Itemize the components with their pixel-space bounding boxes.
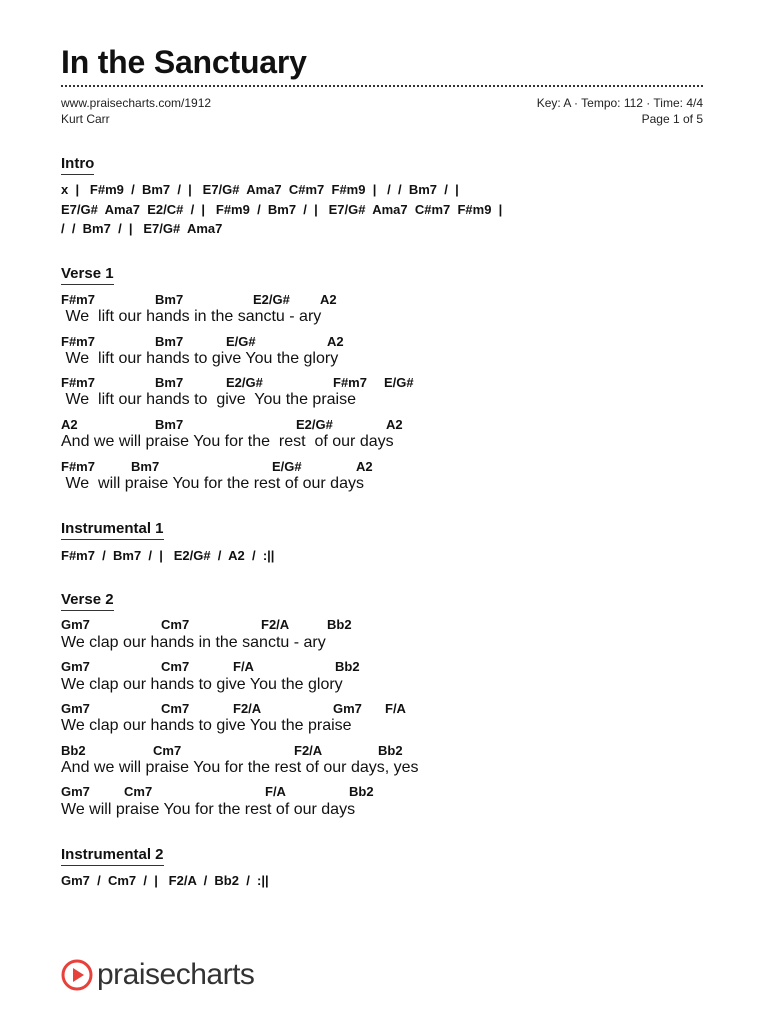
section-heading-intro: Intro xyxy=(61,155,94,175)
chord: Bb2 xyxy=(327,617,352,632)
instrumental-line: F#m7 / Bm7 / | E2/G# / A2 / :|| xyxy=(61,548,275,563)
intro-line: / / Bm7 / | E7/G# Ama7 xyxy=(61,221,223,236)
instrumental-line: Gm7 / Cm7 / | F2/A / Bb2 / :|| xyxy=(61,873,269,888)
chord: Bm7 xyxy=(155,375,184,390)
chord: Bb2 xyxy=(335,659,360,674)
lyric-line: We lift our hands to give You the praise xyxy=(61,391,356,408)
chord: Cm7 xyxy=(161,617,190,632)
lyric-line: We clap our hands to give You the glory xyxy=(61,676,343,693)
page-number: Page 1 of 5 xyxy=(641,112,703,126)
chord: Bm7 xyxy=(155,334,184,349)
chord: A2 xyxy=(386,417,403,432)
chord: E/G# xyxy=(226,334,256,349)
lyric-line: We will praise You for the rest of our days xyxy=(61,475,364,492)
chord: F2/A xyxy=(294,743,323,758)
chord: Cm7 xyxy=(161,701,190,716)
chord: A2 xyxy=(327,334,344,349)
chord: Gm7 xyxy=(61,617,90,632)
play-icon xyxy=(61,959,93,991)
lyric-line: We clap our hands to give You the praise xyxy=(61,717,352,734)
chord: F/A xyxy=(265,784,286,799)
section-heading-verse-2: Verse 2 xyxy=(61,591,114,611)
title-divider xyxy=(61,85,703,87)
chord: Bm7 xyxy=(155,292,184,307)
lyric-line: And we will praise You for the rest of our days, yes xyxy=(61,759,419,776)
lyric-line: And we will praise You for the rest of our days xyxy=(61,433,394,450)
lyric-line: We clap our hands in the sanctu - ary xyxy=(61,634,326,651)
lyric-line: We lift our hands in the sanctu - ary xyxy=(61,308,322,325)
chord: E/G# xyxy=(272,459,302,474)
chord: F2/A xyxy=(233,701,262,716)
chord: A2 xyxy=(320,292,337,307)
chord: A2 xyxy=(356,459,373,474)
chord: Cm7 xyxy=(124,784,153,799)
artist-name: Kurt Carr xyxy=(61,112,110,126)
chord: F#m7 xyxy=(61,334,95,349)
chord: F#m7 xyxy=(61,459,95,474)
chord: F/A xyxy=(385,701,406,716)
chord: Gm7 xyxy=(61,701,90,716)
chord: Bb2 xyxy=(349,784,374,799)
chord: F#m7 xyxy=(61,375,95,390)
brand-name: praisecharts xyxy=(97,958,255,991)
lyric-line: We will praise You for the rest of our days xyxy=(61,801,356,818)
song-title: In the Sanctuary xyxy=(61,44,307,80)
praisecharts-logo[interactable] xyxy=(61,958,254,992)
chord: E2/G# xyxy=(253,292,290,307)
section-heading-instrumental-2: Instrumental 2 xyxy=(61,846,164,866)
chord: Cm7 xyxy=(161,659,190,674)
chord: E2/G# xyxy=(226,375,263,390)
chord: Bm7 xyxy=(131,459,160,474)
chord: A2 xyxy=(61,417,78,432)
chord: Gm7 xyxy=(333,701,362,716)
chord: E/G# xyxy=(384,375,414,390)
chord: E2/G# xyxy=(296,417,333,432)
chord: Bm7 xyxy=(155,417,184,432)
chart-url[interactable]: www.praisecharts.com/1912 xyxy=(61,96,212,110)
section-heading-instrumental-1: Instrumental 1 xyxy=(61,520,164,540)
intro-line: E7/G# Ama7 E2/C# / | F#m9 / Bm7 / | E7/G# Ama7 C#m7 F#m9 | xyxy=(61,202,503,217)
lyric-line: We lift our hands to give You the glory xyxy=(61,350,339,367)
section-heading-verse-1: Verse 1 xyxy=(61,265,114,285)
chord: F/A xyxy=(233,659,254,674)
chord: Gm7 xyxy=(61,784,90,799)
chord: Bb2 xyxy=(378,743,403,758)
chord: Cm7 xyxy=(153,743,182,758)
chord: Bb2 xyxy=(61,743,86,758)
chord: Gm7 xyxy=(61,659,90,674)
intro-line: x | F#m9 / Bm7 / | E7/G# Ama7 C#m7 F#m9 | / / Bm7 / | xyxy=(61,182,459,197)
chord: F#m7 xyxy=(61,292,95,307)
key-tempo-time: Key: A · Tempo: 112 · Time: 4/4 xyxy=(536,96,703,110)
chord: F#m7 xyxy=(333,375,367,390)
chord: F2/A xyxy=(261,617,290,632)
